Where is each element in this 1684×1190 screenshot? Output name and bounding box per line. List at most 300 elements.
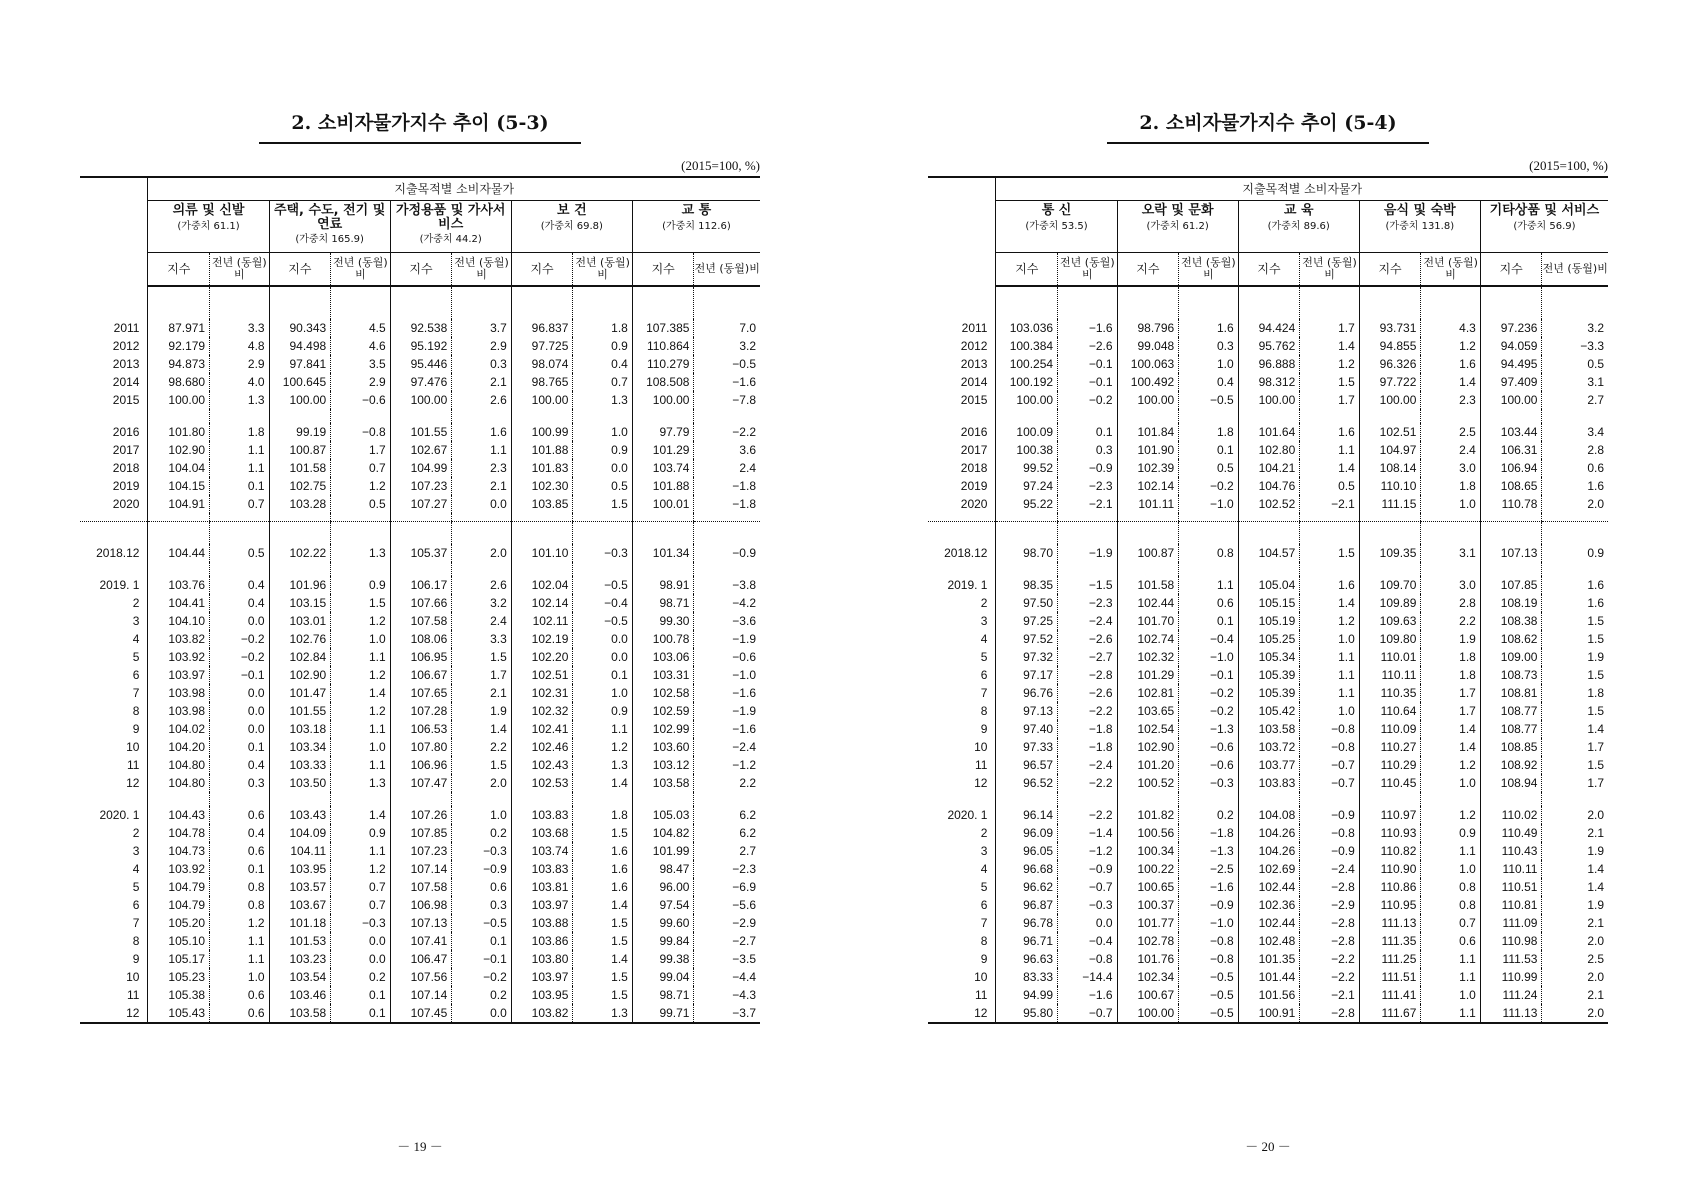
yoy-col-header: 전년 (동월)비 — [573, 253, 632, 287]
index-value: 101.53 — [269, 932, 331, 950]
yoy-value: 0.1 — [1179, 612, 1238, 630]
index-value: 96.57 — [996, 756, 1058, 774]
index-value: 105.19 — [1238, 612, 1300, 630]
yoy-value: 1.9 — [1542, 648, 1608, 666]
yoy-value: 1.9 — [1421, 630, 1480, 648]
yoy-value: 1.4 — [1542, 860, 1608, 878]
yoy-value: 0.8 — [1421, 896, 1480, 914]
table-row — [928, 702, 1608, 720]
index-value: 106.31 — [1480, 441, 1542, 459]
index-value: 101.29 — [1117, 666, 1179, 684]
index-value: 103.92 — [148, 648, 210, 666]
index-value: 100.67 — [1117, 986, 1179, 1004]
table-row — [80, 477, 760, 495]
table-row — [80, 842, 760, 860]
item-weight: (가중치 165.9) — [295, 234, 364, 246]
yoy-value: 3.0 — [1421, 459, 1480, 477]
yoy-value: 2.6 — [452, 391, 511, 409]
yoy-value: 1.5 — [573, 932, 632, 950]
period-label: 2014 — [112, 375, 140, 389]
yoy-value: −0.3 — [1058, 896, 1117, 914]
index-value: 104.79 — [148, 896, 210, 914]
index-value: 101.76 — [1117, 950, 1179, 968]
yoy-value: −2.8 — [1058, 666, 1117, 684]
yoy-value: 3.6 — [694, 441, 760, 459]
index-value: 100.00 — [269, 391, 331, 409]
index-value: 110.90 — [1359, 860, 1421, 878]
yoy-value: −1.6 — [1179, 878, 1238, 896]
index-value: 101.44 — [1238, 968, 1300, 986]
index-value: 94.424 — [1238, 319, 1300, 337]
yoy-value: 0.1 — [452, 932, 511, 950]
index-value: 103.80 — [511, 950, 573, 968]
period-label: 5 — [980, 880, 988, 894]
yoy-value: 1.2 — [331, 860, 390, 878]
yoy-value: −0.8 — [1058, 950, 1117, 968]
yoy-value: 1.2 — [331, 477, 390, 495]
index-value: 105.39 — [1238, 666, 1300, 684]
table-row — [928, 932, 1608, 950]
period-label: 12 — [974, 776, 988, 790]
index-value: 106.17 — [390, 576, 452, 594]
index-value: 107.58 — [390, 878, 452, 896]
yoy-value: 0.0 — [1058, 914, 1117, 932]
yoy-value: 1.8 — [210, 423, 269, 441]
index-value: 102.58 — [632, 684, 694, 702]
yoy-value: −1.0 — [694, 666, 760, 684]
index-value: 105.43 — [148, 1004, 210, 1023]
yoy-value: 1.7 — [1421, 684, 1480, 702]
yoy-value: −0.8 — [1300, 720, 1359, 738]
index-value: 100.09 — [996, 423, 1058, 441]
index-value: 106.67 — [390, 666, 452, 684]
index-value: 101.84 — [1117, 423, 1179, 441]
index-value: 110.864 — [632, 337, 694, 355]
table-row — [928, 441, 1608, 459]
index-value: 97.236 — [1480, 319, 1542, 337]
yoy-value: 1.4 — [1421, 738, 1480, 756]
yoy-value: 0.4 — [210, 576, 269, 594]
item-name: 교 통 — [681, 203, 712, 218]
yoy-value: 1.0 — [331, 738, 390, 756]
yoy-value: 1.0 — [573, 684, 632, 702]
index-value: 107.23 — [390, 477, 452, 495]
yoy-value: 1.5 — [1300, 373, 1359, 391]
yoy-value: 1.4 — [1421, 373, 1480, 391]
yoy-value: 1.2 — [1300, 355, 1359, 373]
period-label: 10 — [974, 740, 988, 754]
table-row — [80, 459, 760, 477]
yoy-value: 1.1 — [331, 720, 390, 738]
yoy-value: 1.6 — [1542, 594, 1608, 612]
yoy-value: 0.0 — [331, 932, 390, 950]
table-row — [928, 373, 1608, 391]
page-number: － 19 － — [397, 1139, 443, 1154]
yoy-value: −0.1 — [1058, 373, 1117, 391]
spacer-row — [80, 409, 760, 423]
yoy-value: 1.0 — [1421, 774, 1480, 792]
index-value: 102.99 — [632, 720, 694, 738]
item-name: 가정용품 및 가사서비스 — [395, 203, 506, 232]
index-value: 99.048 — [1117, 337, 1179, 355]
yoy-value: 1.5 — [452, 756, 511, 774]
table-row — [928, 860, 1608, 878]
index-value: 103.65 — [1117, 702, 1179, 720]
index-value: 108.19 — [1480, 594, 1542, 612]
yoy-value: 0.6 — [210, 1004, 269, 1023]
index-value: 101.70 — [1117, 612, 1179, 630]
table-row — [928, 495, 1608, 513]
yoy-value: −2.2 — [1058, 774, 1117, 792]
yoy-value: 1.3 — [573, 756, 632, 774]
yoy-value: −2.6 — [1058, 337, 1117, 355]
table-row — [80, 774, 760, 792]
yoy-value: 0.6 — [210, 986, 269, 1004]
index-value: 109.70 — [1359, 576, 1421, 594]
yoy-value: 0.4 — [210, 824, 269, 842]
yoy-value: −3.7 — [694, 1004, 760, 1023]
index-value: 103.68 — [511, 824, 573, 842]
index-value: 108.508 — [632, 373, 694, 391]
yoy-value: −1.0 — [1179, 648, 1238, 666]
yoy-value: −2.3 — [1058, 477, 1117, 495]
index-value: 103.12 — [632, 756, 694, 774]
yoy-value: 0.0 — [210, 684, 269, 702]
index-value: 104.99 — [390, 459, 452, 477]
index-value: 98.47 — [632, 860, 694, 878]
yoy-value: −1.9 — [694, 702, 760, 720]
index-value: 100.00 — [511, 391, 573, 409]
yoy-value: 0.5 — [210, 544, 269, 562]
yoy-value: 1.2 — [331, 666, 390, 684]
index-value: 111.53 — [1480, 950, 1542, 968]
yoy-col-header: 전년 (동월)비 — [1421, 253, 1480, 287]
index-value: 100.91 — [1238, 1004, 1300, 1023]
index-value: 110.02 — [1480, 806, 1542, 824]
index-value: 110.51 — [1480, 878, 1542, 896]
item-header — [148, 201, 269, 253]
item-header — [269, 201, 390, 253]
index-value: 95.192 — [390, 337, 452, 355]
index-value: 110.97 — [1359, 806, 1421, 824]
yoy-value: −2.5 — [1179, 860, 1238, 878]
yoy-value: −0.5 — [1179, 391, 1238, 409]
index-value: 94.873 — [148, 355, 210, 373]
period-label: 11 — [127, 758, 140, 772]
yoy-value: −1.9 — [694, 630, 760, 648]
cpi-table-left — [80, 176, 760, 1024]
yoy-value: 0.6 — [1179, 594, 1238, 612]
yoy-value: 1.6 — [573, 842, 632, 860]
index-value: 103.67 — [269, 896, 331, 914]
yoy-value: 0.4 — [210, 594, 269, 612]
index-value: 107.56 — [390, 968, 452, 986]
period-label: 2 — [980, 596, 988, 610]
index-value: 96.76 — [996, 684, 1058, 702]
index-value: 103.97 — [511, 968, 573, 986]
yoy-value: −0.7 — [1300, 774, 1359, 792]
index-value: 110.78 — [1480, 495, 1542, 513]
yoy-value: −2.8 — [1300, 878, 1359, 896]
index-value: 103.60 — [632, 738, 694, 756]
index-value: 104.41 — [148, 594, 210, 612]
yoy-col-header: 전년 (동월)비 — [452, 253, 511, 287]
index-value: 103.58 — [269, 1004, 331, 1023]
period-label: 10 — [974, 970, 988, 984]
yoy-col-header: 전년 (동월)비 — [1542, 253, 1608, 287]
yoy-value: 0.0 — [573, 648, 632, 666]
index-value: 92.179 — [148, 337, 210, 355]
index-value: 100.492 — [1117, 373, 1179, 391]
spacer-row — [80, 562, 760, 576]
item-header — [1359, 201, 1480, 253]
table-row — [928, 594, 1608, 612]
index-value: 103.98 — [148, 684, 210, 702]
yoy-value: −2.1 — [1300, 986, 1359, 1004]
yoy-value: 1.2 — [573, 738, 632, 756]
yoy-value: −0.8 — [1300, 824, 1359, 842]
yoy-value: −2.2 — [1058, 702, 1117, 720]
yoy-value: 1.1 — [210, 441, 269, 459]
index-value: 107.66 — [390, 594, 452, 612]
yoy-value: 1.5 — [573, 495, 632, 513]
index-value: 100.56 — [1117, 824, 1179, 842]
index-value: 111.51 — [1359, 968, 1421, 986]
yoy-value: 2.7 — [1542, 391, 1608, 409]
index-col-header: 지수 — [148, 253, 210, 287]
yoy-value: 6.2 — [694, 806, 760, 824]
yoy-value: 0.3 — [210, 774, 269, 792]
index-value: 110.95 — [1359, 896, 1421, 914]
period-label: 2018 — [112, 461, 140, 475]
yoy-value: −0.5 — [573, 576, 632, 594]
index-value: 102.14 — [1117, 477, 1179, 495]
period-label: 2013 — [960, 357, 988, 371]
yoy-value: 0.6 — [452, 878, 511, 896]
index-value: 96.78 — [996, 914, 1058, 932]
yoy-value: 1.4 — [573, 950, 632, 968]
period-label: 3 — [132, 844, 140, 858]
index-value: 101.80 — [148, 423, 210, 441]
index-value: 111.41 — [1359, 986, 1421, 1004]
yoy-value: 0.9 — [1542, 544, 1608, 562]
yoy-value: −0.2 — [452, 968, 511, 986]
table-row — [80, 666, 760, 684]
yoy-value: −4.3 — [694, 986, 760, 1004]
index-value: 110.45 — [1359, 774, 1421, 792]
table-row — [928, 950, 1608, 968]
yoy-value: −0.5 — [1179, 1004, 1238, 1023]
yoy-value: −2.2 — [1058, 806, 1117, 824]
yoy-value: 0.3 — [452, 896, 511, 914]
index-value: 103.46 — [269, 986, 331, 1004]
index-value: 100.87 — [1117, 544, 1179, 562]
index-value: 104.10 — [148, 612, 210, 630]
yoy-value: −0.7 — [1300, 756, 1359, 774]
index-value: 101.29 — [632, 441, 694, 459]
index-value: 105.37 — [390, 544, 452, 562]
index-value: 111.25 — [1359, 950, 1421, 968]
yoy-value: 0.0 — [573, 630, 632, 648]
yoy-value: 1.5 — [573, 824, 632, 842]
period-label: 8 — [980, 934, 988, 948]
index-value: 102.69 — [1238, 860, 1300, 878]
index-value: 106.95 — [390, 648, 452, 666]
yoy-value: 0.0 — [452, 495, 511, 513]
yoy-value: 3.1 — [1542, 373, 1608, 391]
yoy-value: 2.6 — [452, 576, 511, 594]
index-value: 102.32 — [511, 702, 573, 720]
yoy-value: 2.5 — [1542, 950, 1608, 968]
index-value: 103.97 — [148, 666, 210, 684]
yoy-value: 0.6 — [210, 806, 269, 824]
yoy-value: 1.4 — [331, 684, 390, 702]
yoy-value: 0.8 — [1179, 544, 1238, 562]
period-label: 12 — [928, 1004, 996, 1023]
item-name: 교 육 — [1283, 203, 1314, 218]
index-value: 100.22 — [1117, 860, 1179, 878]
table-row — [80, 594, 760, 612]
table-row — [928, 477, 1608, 495]
yoy-value: 0.5 — [331, 495, 390, 513]
yoy-value: −0.3 — [573, 544, 632, 562]
page-number: － 20 － — [1245, 1139, 1291, 1154]
index-value: 104.26 — [1238, 824, 1300, 842]
spacer-row — [80, 513, 760, 522]
yoy-value: 1.0 — [1300, 702, 1359, 720]
period-label: 2014 — [960, 375, 988, 389]
yoy-value: −6.9 — [694, 878, 760, 896]
yoy-value: −0.2 — [210, 648, 269, 666]
yoy-value: 2.9 — [210, 355, 269, 373]
period-label: 12 — [80, 1004, 148, 1023]
index-value: 96.62 — [996, 878, 1058, 896]
yoy-value: 1.5 — [573, 968, 632, 986]
yoy-value: 1.1 — [210, 932, 269, 950]
yoy-value: −0.1 — [1058, 355, 1117, 373]
index-value: 103.82 — [148, 630, 210, 648]
index-value: 108.77 — [1480, 702, 1542, 720]
yoy-value: −2.9 — [1300, 896, 1359, 914]
yoy-value: 1.1 — [452, 441, 511, 459]
index-value: 96.05 — [996, 842, 1058, 860]
index-value: 108.65 — [1480, 477, 1542, 495]
index-value: 98.70 — [996, 544, 1058, 562]
yoy-value: 3.7 — [452, 319, 511, 337]
yoy-value: 1.8 — [1179, 423, 1238, 441]
period-label: 3 — [980, 844, 988, 858]
index-value: 108.38 — [1480, 612, 1542, 630]
yoy-value: 1.3 — [573, 1004, 632, 1023]
index-value: 105.38 — [148, 986, 210, 1004]
period-label: 2 — [132, 826, 140, 840]
index-value: 107.13 — [390, 914, 452, 932]
yoy-col-header: 전년 (동월)비 — [331, 253, 390, 287]
table-row — [80, 423, 760, 441]
index-value: 96.837 — [511, 319, 573, 337]
table-row — [928, 774, 1608, 792]
period-label: 2012 — [960, 339, 988, 353]
yoy-value: 4.5 — [331, 319, 390, 337]
yoy-value: −7.8 — [694, 391, 760, 409]
yoy-value: 1.6 — [1300, 423, 1359, 441]
yoy-value: −0.1 — [1179, 666, 1238, 684]
yoy-value: 1.1 — [210, 459, 269, 477]
period-label: 3 — [132, 614, 140, 628]
yoy-value: −0.5 — [452, 914, 511, 932]
item-name: 주택, 수도, 전기 및 연료 — [273, 203, 386, 232]
index-value: 104.44 — [148, 544, 210, 562]
index-value: 106.94 — [1480, 459, 1542, 477]
index-col-header: 지수 — [511, 253, 573, 287]
index-value: 102.30 — [511, 477, 573, 495]
yoy-value: 0.4 — [1179, 373, 1238, 391]
yoy-value: 1.2 — [331, 702, 390, 720]
yoy-value: 1.0 — [331, 630, 390, 648]
period-label: 2016 — [112, 425, 140, 439]
yoy-value: 1.6 — [452, 423, 511, 441]
yoy-value: 1.5 — [1542, 756, 1608, 774]
yoy-col-header: 전년 (동월)비 — [1058, 253, 1117, 287]
index-value: 108.85 — [1480, 738, 1542, 756]
item-name: 기타상품 및 서비스 — [1489, 203, 1600, 218]
index-value: 103.72 — [1238, 738, 1300, 756]
yoy-value: −2.8 — [1300, 914, 1359, 932]
yoy-value: 0.0 — [210, 720, 269, 738]
yoy-value: 0.7 — [1421, 914, 1480, 932]
yoy-value: 0.8 — [1421, 878, 1480, 896]
period-label: 10 — [126, 970, 140, 984]
yoy-value: −1.6 — [1058, 986, 1117, 1004]
yoy-value: 0.7 — [210, 495, 269, 513]
index-value: 99.52 — [996, 459, 1058, 477]
spacer-row — [80, 286, 760, 319]
index-value: 106.96 — [390, 756, 452, 774]
yoy-value: −2.4 — [1058, 756, 1117, 774]
period-label: 2019 — [112, 479, 140, 493]
yoy-value: −0.7 — [1058, 878, 1117, 896]
index-value: 102.39 — [1117, 459, 1179, 477]
yoy-value: 2.2 — [452, 738, 511, 756]
index-value: 109.00 — [1480, 648, 1542, 666]
index-value: 102.44 — [1238, 878, 1300, 896]
index-value: 102.34 — [1117, 968, 1179, 986]
table-row — [80, 495, 760, 513]
index-value: 105.23 — [148, 968, 210, 986]
yoy-value: 2.3 — [452, 459, 511, 477]
table-row — [928, 612, 1608, 630]
yoy-value: 1.2 — [210, 914, 269, 932]
table-row — [80, 914, 760, 932]
index-value: 110.82 — [1359, 842, 1421, 860]
yoy-value: 1.1 — [573, 720, 632, 738]
table-row — [928, 968, 1608, 986]
period-label: 2 — [132, 596, 140, 610]
yoy-value: −0.6 — [331, 391, 390, 409]
group-header: 지출목적별 소비자물가 — [996, 177, 1608, 201]
yoy-value: 1.5 — [1542, 612, 1608, 630]
period-label: 7 — [132, 916, 140, 930]
yoy-value: −2.8 — [1300, 932, 1359, 950]
index-value: 104.97 — [1359, 441, 1421, 459]
index-value: 110.10 — [1359, 477, 1421, 495]
yoy-value: −1.5 — [1058, 576, 1117, 594]
spacer-row — [928, 286, 1608, 319]
index-value: 100.192 — [996, 373, 1058, 391]
spacer-row — [928, 562, 1608, 576]
item-weight: (가중치 112.6) — [662, 220, 731, 232]
period-label: 2020 — [112, 497, 140, 511]
